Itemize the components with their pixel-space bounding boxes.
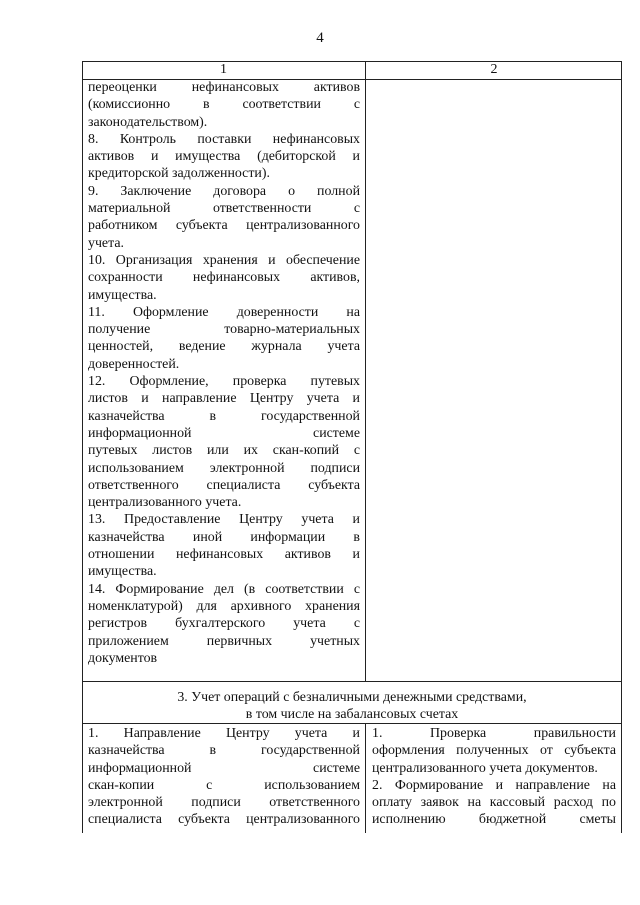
text-line: документов bbox=[88, 650, 158, 666]
text-line: оплату заявок на кассовый расход по bbox=[372, 795, 616, 811]
text-line: 8. Контроль поставки нефинансовых bbox=[88, 131, 360, 147]
text-line: исполнению бюджетной сметы bbox=[372, 812, 616, 828]
text-line: 10. Организация хранения и обеспечение bbox=[88, 252, 360, 268]
page-number: 4 bbox=[316, 30, 324, 46]
column-header-1: 1 bbox=[220, 62, 227, 77]
column-header-2: 2 bbox=[490, 62, 498, 77]
text-line: централизованного учета документов. bbox=[372, 760, 598, 776]
text-line: законодательством). bbox=[88, 114, 208, 130]
text-line: (комиссионно в соответствии с bbox=[88, 97, 360, 113]
left-cell-text bbox=[88, 79, 360, 667]
text-line: отношении нефинансовых активов и bbox=[88, 547, 360, 563]
document-table bbox=[82, 61, 622, 833]
text-line: использованием электронной подписи bbox=[88, 460, 360, 476]
text-line: 2. Формирование и направление на bbox=[372, 777, 616, 793]
section-title-line: в том числе на забалансовых счетах bbox=[245, 707, 459, 722]
text-line: получение товарно-материальных bbox=[88, 322, 360, 338]
column-divider-top bbox=[365, 61, 366, 681]
text-line: оформления полученных от субъекта bbox=[372, 743, 616, 759]
section-top-rule bbox=[82, 681, 622, 682]
text-line: регистров бухгалтерского учета с bbox=[88, 616, 360, 632]
text-line: приложением первичных учетных bbox=[88, 633, 360, 649]
text-line: централизованного учета. bbox=[88, 495, 242, 511]
section-title bbox=[82, 686, 622, 723]
text-line: информационной системе bbox=[88, 425, 360, 441]
text-line: имущества. bbox=[88, 287, 157, 303]
text-line: 1. Проверка правильности bbox=[372, 726, 616, 741]
text-line: 9. Заключение договора о полной bbox=[88, 183, 360, 199]
text-line: доверенностей. bbox=[88, 356, 180, 372]
text-line: специалиста субъекта централизованного bbox=[88, 812, 360, 828]
text-line: активов и имущества (дебиторской и bbox=[88, 149, 360, 165]
text-line: электронной подписи ответственного bbox=[88, 795, 360, 811]
section-bottom-rule bbox=[82, 723, 622, 724]
text-line: 12. Оформление, проверка путевых bbox=[88, 374, 360, 390]
section-title-line: 3. Учет операций с безналичными денежными средствами, bbox=[177, 690, 527, 705]
text-line: работником субъекта централизованного bbox=[88, 218, 360, 234]
text-line: казначейства в государственной bbox=[88, 408, 360, 424]
text-line: ответственного специалиста субъекта bbox=[88, 477, 360, 493]
text-line: 11. Оформление доверенности на bbox=[88, 304, 360, 320]
text-line: ценностей, ведение журнала учета bbox=[88, 339, 360, 355]
text-line: материальной ответственности с bbox=[88, 201, 360, 217]
text-line: 13. Предоставление Центру учета и bbox=[88, 512, 360, 528]
text-line: скан-копии с использованием bbox=[88, 777, 360, 793]
text-line: номенклатурой) для архивного хранения bbox=[88, 598, 360, 614]
text-line: переоценки нефинансовых активов bbox=[88, 80, 360, 95]
text-line: 1. Направление Центру учета и bbox=[88, 726, 360, 741]
text-line: кредиторской задолженности). bbox=[88, 166, 270, 182]
text-line: 14. Формирование дел (в соответствии с bbox=[88, 581, 360, 597]
text-line: имущества. bbox=[88, 564, 157, 580]
column-divider-bottom bbox=[365, 723, 366, 833]
text-line: казначейства в государственной bbox=[88, 743, 360, 759]
text-line: казначейства иной информации в bbox=[88, 529, 360, 545]
bottom-right-cell bbox=[372, 725, 616, 829]
text-line: листов и направление Центру учета и bbox=[88, 391, 360, 407]
bottom-left-cell bbox=[88, 725, 360, 829]
text-line: сохранности нефинансовых активов, bbox=[88, 270, 360, 286]
text-line: информационной системе bbox=[88, 760, 360, 776]
text-line: путевых листов или их скан-копий с bbox=[88, 443, 360, 459]
text-line: учета. bbox=[88, 235, 124, 251]
